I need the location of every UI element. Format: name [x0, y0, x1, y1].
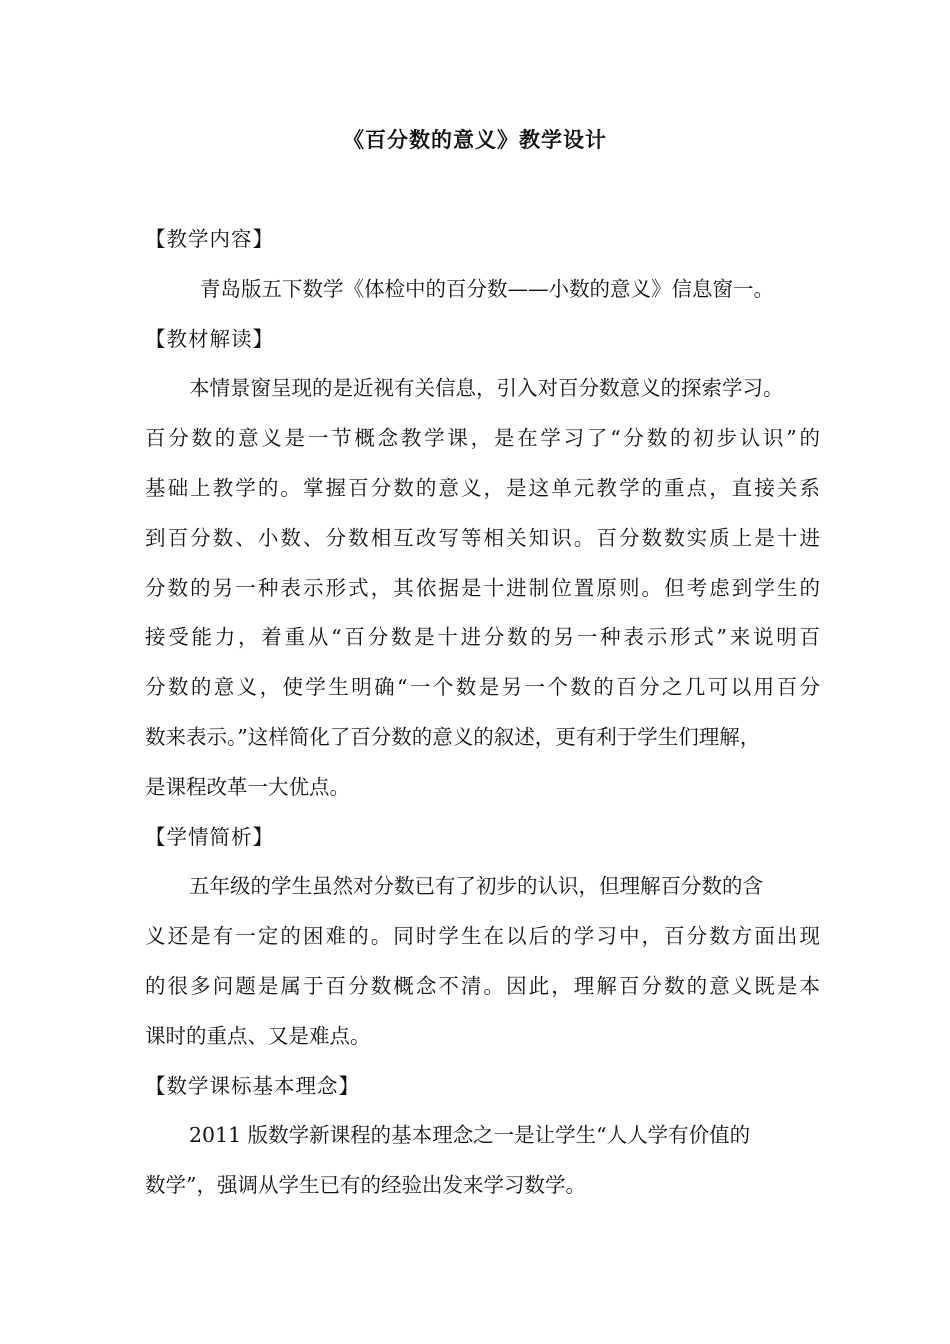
- paragraph-line: 是课程改革一大优点。: [145, 774, 350, 799]
- paragraph-line: 分数的意义，使学生明确“一个数是另一个数的百分之几可以用百分: [145, 675, 820, 700]
- section-heading-analysis: 【教材解读】: [145, 326, 274, 351]
- paragraph-line: 分数的另一种表示形式，其依据是十进制位置原则。但考虑到学生的: [145, 575, 820, 600]
- paragraph-line: 百分数的意义是一节概念教学课，是在学习了“分数的初步认识”的: [145, 426, 820, 451]
- paragraph-line: 到百分数、小数、分数相互改写等相关知识。百分数数实质上是十进: [145, 525, 820, 550]
- section-heading-students: 【学情简析】: [145, 824, 274, 849]
- paragraph-line: 2011 版数学新课程的基本理念之一是让学生“人人学有价值的: [189, 1123, 751, 1148]
- paragraph-line: 本情景窗呈现的是近视有关信息，引入对百分数意义的探索学习。: [189, 376, 784, 401]
- section-heading-content: 【教学内容】: [145, 227, 274, 251]
- document-title: 《百分数的意义》教学设计: [343, 127, 607, 152]
- paragraph-line: 数来表示。”这样简化了百分数的意义的叙述，更有利于学生们理解，: [145, 724, 761, 749]
- paragraph-line: 义还是有一定的困难的。同时学生在以后的学习中，百分数方面出现: [145, 924, 820, 949]
- paragraph-line: 基础上教学的。掌握百分数的意义，是这单元教学的重点，直接关系: [145, 475, 820, 500]
- paragraph-line: 数学”，强调从学生已有的经验出发来学习数学。: [145, 1173, 586, 1198]
- section-heading-philosophy: 【数学课标基本理念】: [145, 1073, 360, 1098]
- document-body: [145, 215, 820, 1211]
- paragraph-line: 青岛版五下数学《体检中的百分数——小数的意义》信息窗一。: [200, 276, 774, 301]
- paragraph-line: 的很多问题是属于百分数概念不清。因此，理解百分数的意义既是本: [145, 973, 820, 998]
- paragraph-line: 接受能力，着重从“百分数是十进分数的另一种表示形式”来说明百: [145, 625, 820, 650]
- paragraph-line: 课时的重点、又是难点。: [145, 1023, 371, 1048]
- paragraph-line: 五年级的学生虽然对分数已有了初步的认识，但理解百分数的含: [189, 874, 763, 899]
